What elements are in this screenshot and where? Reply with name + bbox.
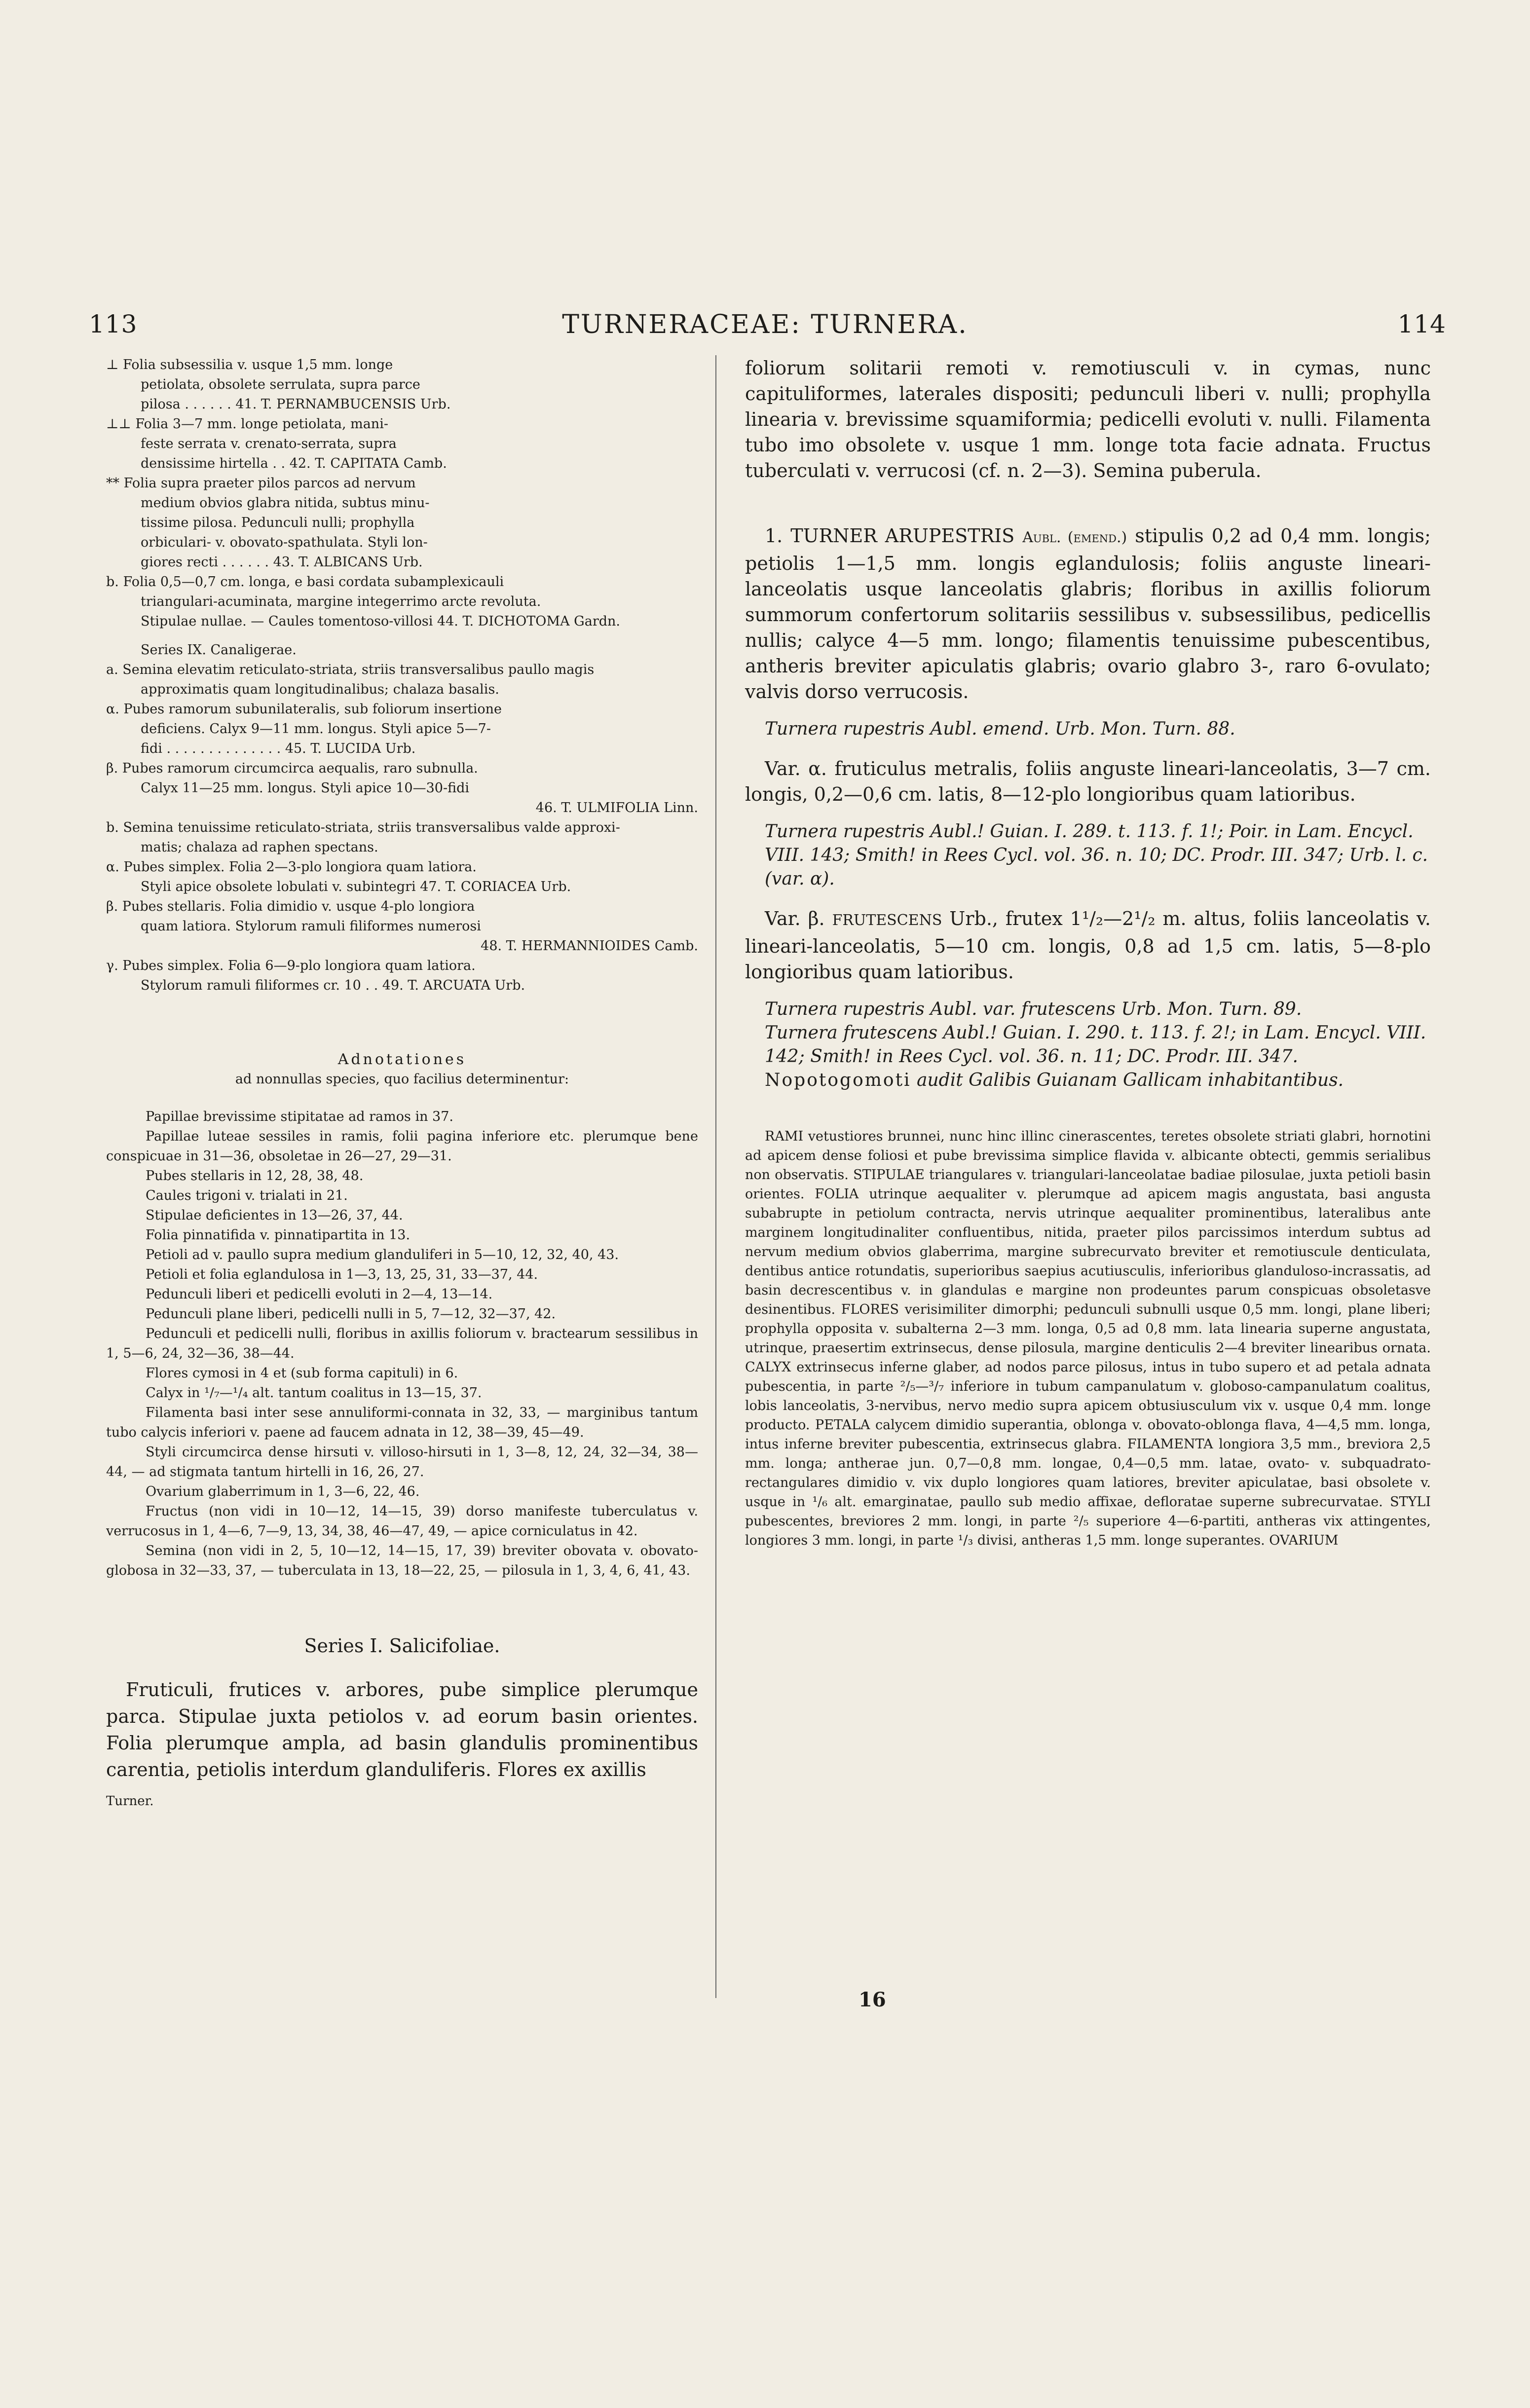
vernacular-name: Nopotogomoti [765, 1070, 911, 1090]
species-heading: 1. TURNER ARUPESTRIS [765, 525, 1015, 547]
citation: Turnera rupestris Aubl.! Guian. I. 289. t. 113. f. 1!; Poir. in Lam. Encycl. VIII. 143; Smith! in Rees Cycl. vol. 36. n. 10; DC. Prodr. III. 347; Urb. l. c. (var. α). [765, 821, 1428, 889]
adnotation-item: Pedunculi liberi et pedicelli evoluti in 2—4, 13—14. [146, 1287, 493, 1302]
adnotation-item: Flores cymosi in 4 et (sub forma capituli) in 6. [146, 1366, 458, 1381]
key-line: 48. T. HERMANNIOIDES Camb. [481, 938, 698, 954]
variety-beta-label: Var. β. [765, 908, 825, 929]
key-line: a. Semina elevatim reticulato-striata, striis transversalibus paullo magis [106, 662, 595, 677]
key-line: matis; chalaza ad raphen spectans. [141, 840, 378, 855]
page-number-left: 113 [89, 310, 138, 338]
key-line: ⊥⊥ Folia 3—7 mm. longe petiolata, mani- [106, 416, 388, 432]
adnotation-item: Calyx in ¹/₇—¹/₄ alt. tantum coalitus in 13—15, 37. [146, 1385, 482, 1401]
adnotation-item: Papillae brevissime stipitatae ad ramos in 37. [146, 1109, 453, 1124]
key-line: quam latiora. Stylorum ramuli filiformes numerosi [141, 919, 481, 934]
series-i-heading: Series I. Salicifoliae. [304, 1635, 500, 1657]
key-line: α. Pubes simplex. Folia 2—3-plo longiora quam latiora. [106, 859, 477, 875]
key-line: fidi . . . . . . . . . . . . . . 45. T. LUCIDA Urb. [141, 741, 416, 756]
adnotation-item: Folia pinnatifida v. pinnatipartita in 13. [146, 1227, 410, 1243]
key-line: orbiculari- v. obovato-spathulata. Styli lon- [141, 535, 428, 550]
key-line: approximatis quam longitudinalibus; chalaza basalis. [141, 682, 499, 697]
right-column [745, 355, 1431, 1550]
key-line: α. Pubes ramorum subunilateralis, sub foliorum insertione [106, 702, 502, 717]
left-column [106, 355, 698, 1809]
key-line: tissime pilosa. Pedunculi nulli; prophylla [141, 515, 415, 530]
adnotationes-subheading: ad nonnullas species, quo facilius determinentur: [235, 1072, 569, 1087]
key-line: deficiens. Calyx 9—11 mm. longus. Styli apice 5—7- [141, 721, 491, 737]
page-number-right: 114 [1397, 310, 1446, 338]
column-divider [715, 355, 716, 1998]
key-line: Styli apice obsolete lobulati v. subintegri 47. T. CORIACEA Urb. [141, 879, 571, 894]
running-title: TURNERACEAE: TURNERA. [562, 310, 968, 339]
key-block-1 [106, 355, 698, 631]
key-line: triangulari-acuminata, margine integerrimo arcte revoluta. [141, 594, 541, 609]
species-author: Aubl. (emend.) [1022, 529, 1127, 546]
adnotationes-heading: Adnotationes [337, 1051, 467, 1068]
adnotation-item: Papillae luteae sessiles in ramis, folii pagina inferiore etc. plerumque bene conspicuae in 31—36, obsoletae in 26—27, 29—31. [106, 1129, 698, 1164]
morphological-description: RAMI vetustiores brunnei, nunc hinc illinc cinerascentes, teretes obsolete striati glabri, hornotini ad apicem dense foliosi et pube brevissima simplice flavida v. albicante obtecti, gemmis serialibus non observatis. STIPULAE triangulares v. triangulari-lanceolatae badiae pilosulae, juxta petioli basin orientes. FOLIA utrinque aequaliter v. plerumque ad apicem magis angustata, basi angusta subabrupte in petiolum contracta, nervis utrinque aequaliter prominentibus, lateralibus ante marginem longitudinaliter confluentibus, nitida, praeter pilos parcissimos interdum subtus ad nervum medium obvios glaberrima, margine subrecurvato breviter et remotiuscule denticulata, dentibus antice rotundatis, superioribus saepius acutiusculis, inferioribus glanduloso-incrassatis, ad basin decrescentibus v. in glandulas e margine non prodeuntes parum conspicuas obsoletasve desinentibus. FLORES verisimiliter dimorphi; pedunculi subnulli usque 0,5 mm. longi, plane liberi; prophylla opposita v. subalterna 2—3 mm. longa, 0,5 ad 0,8 mm. lata linearia superne angustata, utrinque, praesertim extrinsecus, dense pilosula, margine denticulis 2—4 breviter linearibus ornata. CALYX extrinsecus inferne glaber, ad nodos parce pilosus, intus in tubo supero et ad petala adnata pubescentia, in parte ²/₅—³/₇ inferiore in tubum campanulatum v. globoso-campanulatum coalitus, lobis lanceolatis, 3-nervibus, nervo medio supra apicem obtusiusculum vix v. usque 0,4 mm. longe producto. PETALA calycem dimidio superantia, oblonga v. obovato-oblonga flava, 4—4,5 mm. longa, intus inferne breviter pubescentia, extrinsecus glabra. FILAMENTA longiora 3,5 mm., breviora 2,5 mm. longa; antherae jun. 0,7—0,8 mm. longae, 0,4—0,5 mm. latae, ovato- v. subquadrato-rectangulares dimidio v. vix duplo longiores quam latiores, breviter apiculatae, basi obsolete v. usque in ¹/₆ alt. emarginatae, paullo sub medio affixae, defloratae superne subrecurvatae. STYLI pubescentes, breviores 2 mm. longi, in parte ²/₅ superiore 4—6-partiti, antheras vix attingentes, longiores 3 mm. longi, in parte ¹/₃ divisi, antheras 1,5 mm. longe superantes. OVARIUM [745, 1129, 1431, 1548]
adnotationes-list [106, 1107, 698, 1581]
key-line: β. Pubes ramorum circumcirca aequalis, raro subnulla. [106, 761, 478, 776]
adnotation-item: Styli circumcirca dense hirsuti v. villoso-hirsuti in 1, 3—8, 12, 24, 32—34, 38—44, — ad stigmata tantum hirtelli in 16, 26, 27. [106, 1445, 698, 1480]
key-line: Stipulae nullae. — Caules tomentoso-villosi 44. T. DICHOTOMA Gardn. [141, 614, 620, 629]
adnotation-item: Stipulae deficientes in 13—26, 37, 44. [146, 1208, 403, 1223]
series-ix-heading: Series IX. Canaligerae. [141, 642, 297, 658]
series-i-continuation: foliorum solitarii remoti v. remotiusculi v. in cymas, nunc capituliformes, laterales dispositi; pedunculi liberi v. nulli; prophylla linearia v. brevissime squamiformia; pedicelli evoluti v. nulli. Filamenta tubo imo obsolete v. usque 1 mm. longe tota facie adnata. Fructus tuberculati v. verrucosi (cf. n. 2—3). Semina puberula. [745, 357, 1431, 482]
variety-beta-name: FRUTESCENS [832, 912, 942, 929]
key-line: β. Pubes stellaris. Folia dimidio v. usque 4-plo longiora [106, 899, 475, 914]
vernacular-note [765, 1069, 1431, 1092]
citation: Turnera rupestris Aubl. emend. Urb. Mon. Turn. 88. [765, 719, 1235, 739]
citation: Turnera frutescens Aubl.! Guian. I. 290. t. 113. f. 2!; in Lam. Encycl. VIII. 142; Smith! in Rees Cycl. vol. 36. n. 11; DC. Prodr. III. 347. [765, 1023, 1426, 1067]
adnotation-item: Semina (non vidi in 2, 5, 10—12, 14—15, 17, 39) breviter obovata v. obovato-globosa in 32—33, 37, — tuberculata in 13, 18—22, 25, — pilosula in 1, 3, 4, 6, 41, 43. [106, 1543, 698, 1578]
key-line: petiolata, obsolete serrulata, supra parce [141, 377, 420, 392]
vernacular-text: audit Galibis Guianam Gallicam inhabitantibus. [917, 1070, 1344, 1090]
citation: Turnera rupestris Aubl. var. frutescens Urb. Mon. Turn. 89. [765, 999, 1302, 1019]
adnotation-item: Fructus (non vidi in 10—12, 14—15, 39) dorso manifeste tuberculatus v. verrucosus in 1, 4—6, 7—9, 13, 34, 38, 46—47, 49, — apice corniculatus in 42. [106, 1504, 698, 1539]
species-entry [745, 523, 1431, 704]
variety-beta-description: Urb., frutex 1¹/₂—2¹/₂ m. altus, foliis lanceolatis v. lineari-lanceolatis, 5—10 cm. longis, 0,8 ad 1,5 cm. latis, 5—8-plo longioribus quam latioribus. [745, 908, 1431, 983]
key-line: medium obvios glabra nitida, subtus minu- [141, 495, 430, 511]
key-line: feste serrata v. crenato-serrata, supra [141, 436, 397, 451]
adnotation-item: Pubes stellaris in 12, 28, 38, 48. [146, 1168, 364, 1184]
key-line: Stylorum ramuli filiformes cr. 10 . . 49. T. ARCUATA Urb. [141, 978, 525, 993]
key-line: ** Folia supra praeter pilos parcos ad nervum [106, 476, 416, 491]
adnotation-item: Petioli ad v. paullo supra medium glanduliferi in 5—10, 12, 32, 40, 43. [146, 1247, 619, 1262]
species-description: stipulis 0,2 ad 0,4 mm. longis; petiolis 1—1,5 mm. longis eglandulosis; foliis anguste lineari-lanceolatis usque lanceolatis glabris; floribus in axillis foliorum summorum confertorum solitariis sessilibus v. subsessilibus, pedicellis nullis; calyce 4—5 mm. longo; filamentis tenuissime pubescentibus, antheris breviter apiculatis glabris; ovario glabro 3-, raro 6-ovulato; valvis dorso verrucosis. [745, 525, 1431, 703]
key-line: densissime hirtella . . 42. T. CAPITATA Camb. [141, 456, 447, 471]
key-line: γ. Pubes simplex. Folia 6—9-plo longiora quam latiora. [106, 958, 476, 973]
key-line: Calyx 11—25 mm. longus. Styli apice 10—30-fidi [141, 780, 470, 796]
key-line: b. Semina tenuissime reticulato-striata, striis transversalibus valde approxi- [106, 820, 620, 835]
series-i-description: Fruticuli, frutices v. arbores, pube simplice plerumque parca. Stipulae juxta petiolos v. ad eorum basin orientes. Folia plerumque ampla, ad basin glandulis prominentibus carentia, petiolis interdum glanduliferis. Flores ex axillis [106, 1679, 698, 1780]
key-line: b. Folia 0,5—0,7 cm. longa, e basi cordata subamplexicauli [106, 574, 504, 590]
citation-group [745, 998, 1431, 1092]
adnotation-item: Pedunculi plane liberi, pedicelli nulli in 5, 7—12, 32—37, 42. [146, 1306, 556, 1322]
key-line: giores recti . . . . . . 43. T. ALBICANS Urb. [141, 555, 423, 570]
variety-beta [745, 906, 1431, 985]
adnotation-item: Filamenta basi inter sese annuliformi-connata in 32, 33, — marginibus tantum tubo calycis inferiori v. paene ad faucem adnata in 12, 38—39, 45—49. [106, 1405, 698, 1440]
adnotation-item: Ovarium glaberrimum in 1, 3—6, 22, 46. [146, 1484, 420, 1499]
key-line: ⊥ Folia subsessilia v. usque 1,5 mm. longe [106, 357, 393, 372]
adnotation-item: Petioli et folia eglandulosa in 1—3, 13, 25, 31, 33—37, 44. [146, 1267, 538, 1282]
signature-number: 16 [858, 1988, 886, 2011]
adnotation-item: Caules trigoni v. trialati in 21. [146, 1188, 348, 1203]
signature-mark: Turner. [106, 1794, 154, 1809]
adnotation-item: Pedunculi et pedicelli nulli, floribus in axillis foliorum v. bractearum sessilibus in 1, 5—6, 24, 32—36, 38—44. [106, 1326, 698, 1361]
key-line: pilosa . . . . . . 41. T. PERNAMBUCENSIS Urb. [141, 397, 451, 412]
key-line: 46. T. ULMIFOLIA Linn. [535, 800, 698, 815]
variety-alpha: Var. α. fruticulus metralis, foliis anguste lineari-lanceolatis, 3—7 cm. longis, 0,2—0,6 cm. latis, 8—12-plo longioribus quam latioribus. [745, 758, 1431, 805]
key-block-2 [106, 660, 698, 996]
